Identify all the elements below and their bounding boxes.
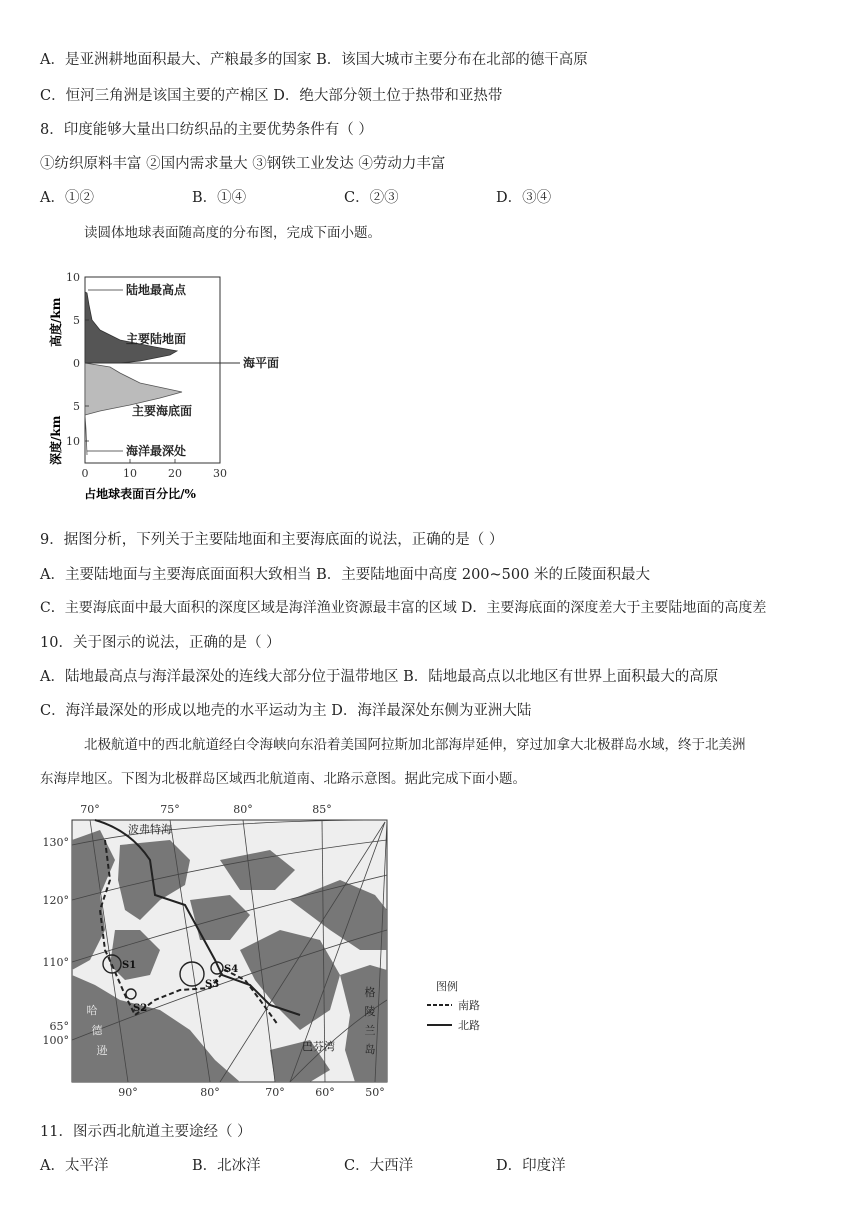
x-tick-0: 0 bbox=[81, 467, 89, 480]
beaufort-sea-label: 波弗特海 bbox=[128, 823, 172, 836]
x-tick-20: 20 bbox=[168, 467, 182, 480]
y-tick-5-top: 5 bbox=[73, 314, 80, 327]
height-distribution-chart bbox=[40, 265, 300, 515]
svg-text:陵: 陵 bbox=[364, 1005, 376, 1018]
label-main-seafloor: 主要海底面 bbox=[132, 404, 193, 418]
x-axis-label: 占地球表面百分比/% bbox=[84, 487, 196, 501]
northwest-passage-map bbox=[40, 800, 510, 1110]
q8-options bbox=[40, 186, 648, 207]
q10-option-line-2: C．海洋最深处的形成以地壳的水平运动为主 D．海洋最深处东侧为亚洲大陆 bbox=[40, 703, 532, 719]
lat-65: 65° bbox=[49, 1020, 69, 1033]
y-axis-label-top: 高度/km bbox=[49, 297, 63, 347]
label-sea-level: 海平面 bbox=[243, 356, 280, 370]
x-tick-10: 10 bbox=[123, 467, 137, 480]
q7-option-line-1: A．是亚洲耕地面积最大、产粮最多的国家 B．该国大城市主要分布在北部的德干高原 bbox=[40, 52, 588, 68]
q11-options bbox=[40, 1154, 648, 1175]
q11-stem: 11．图示西北航道主要途经（ ） bbox=[40, 1124, 252, 1140]
q11-option-b[interactable]: B．北冰洋 bbox=[192, 1158, 261, 1174]
legend-south: 南路 bbox=[458, 999, 480, 1012]
q9-option-line-2: C．主要海底面中最大面积的深度区域是海洋渔业资源最丰富的区域 D．主要海底面的深度差大于主要陆地面的高度差 bbox=[40, 600, 767, 616]
q8-option-a[interactable]: A．①② bbox=[40, 190, 94, 206]
lon-top-85: 85° bbox=[312, 803, 332, 816]
y-tick-0: 0 bbox=[73, 357, 80, 370]
y-tick-10-bottom: 10 bbox=[66, 435, 80, 448]
q8-option-d[interactable]: D．③④ bbox=[496, 190, 552, 206]
y-tick-10-top: 10 bbox=[66, 271, 80, 284]
label-peak: 陆地最高点 bbox=[126, 283, 187, 297]
q11-option-d[interactable]: D．印度洋 bbox=[496, 1158, 566, 1174]
q10-stem: 10．关于图示的说法，正确的是（ ） bbox=[40, 635, 281, 651]
svg-text:逊: 逊 bbox=[96, 1044, 108, 1057]
map-legend bbox=[427, 979, 480, 1032]
lon-left-100: 100° bbox=[42, 1034, 69, 1047]
lon-bottom-70: 70° bbox=[265, 1086, 285, 1099]
svg-text:岛: 岛 bbox=[364, 1043, 376, 1056]
site-label-s1: S1 bbox=[122, 960, 137, 971]
lon-top-75: 75° bbox=[160, 803, 180, 816]
intro-chart: 读圆体地球表面随高度的分布图，完成下面小题。 bbox=[84, 225, 381, 241]
q8-option-b[interactable]: B．①④ bbox=[192, 190, 247, 206]
y-tick-5-bottom: 5 bbox=[73, 400, 80, 413]
site-label-s3: S3 bbox=[205, 979, 220, 990]
baffin-bay-label: 巴芬湾 bbox=[302, 1040, 335, 1053]
lon-bottom-90: 90° bbox=[118, 1086, 138, 1099]
q9-stem: 9．据图分析，下列关于主要陆地面和主要海底面的说法，正确的是（ ） bbox=[40, 532, 504, 548]
q8-stem: 8．印度能够大量出口纺织品的主要优势条件有（ ） bbox=[40, 122, 373, 138]
q7-option-line-2: C．恒河三角洲是该国主要的产棉区 D．绝大部分领土位于热带和亚热带 bbox=[40, 88, 503, 104]
y-axis-label-bottom: 深度/km bbox=[49, 415, 63, 465]
svg-text:格: 格 bbox=[364, 986, 376, 999]
lon-bottom-50: 50° bbox=[365, 1086, 385, 1099]
q9-option-line-1: A．主要陆地面与主要海底面面积大致相当 B．主要陆地面中高度 200~500 米的丘陵面积最大 bbox=[40, 567, 650, 583]
q11-option-a[interactable]: A．太平洋 bbox=[40, 1158, 109, 1174]
lon-left-130: 130° bbox=[42, 836, 69, 849]
svg-text:兰: 兰 bbox=[364, 1024, 376, 1037]
intro-map-line-1: 北极航道中的西北航道经白令海峡向东沿着美国阿拉斯加北部海岸延伸，穿过加拿大北极群岛水域，终于北美洲 bbox=[84, 737, 746, 753]
q8-option-c[interactable]: C．②③ bbox=[344, 190, 399, 206]
lon-top-80: 80° bbox=[233, 803, 253, 816]
lon-left-120: 120° bbox=[42, 894, 69, 907]
lon-bottom-60: 60° bbox=[315, 1086, 335, 1099]
legend-title: 图例 bbox=[436, 980, 458, 993]
land-area bbox=[85, 292, 177, 363]
lon-bottom-80: 80° bbox=[200, 1086, 220, 1099]
lon-left-110: 110° bbox=[42, 956, 69, 969]
site-label-s4: S4 bbox=[224, 964, 239, 975]
q8-conditions: ①纺织原料丰富 ②国内需求量大 ③钢铁工业发达 ④劳动力丰富 bbox=[40, 156, 446, 172]
svg-text:哈: 哈 bbox=[86, 1004, 98, 1017]
lon-top-70: 70° bbox=[80, 803, 100, 816]
x-tick-30: 30 bbox=[213, 467, 227, 480]
label-main-land: 主要陆地面 bbox=[126, 332, 187, 346]
intro-map-line-2: 东海岸地区。下图为北极群岛区域西北航道南、北路示意图。据此完成下面小题。 bbox=[40, 771, 526, 787]
q10-option-line-1: A．陆地最高点与海洋最深处的连线大部分位于温带地区 B．陆地最高点以北地区有世界上面积最大的高原 bbox=[40, 669, 719, 685]
legend-north: 北路 bbox=[458, 1019, 480, 1032]
site-label-s2: S2 bbox=[133, 1003, 148, 1014]
q11-option-c[interactable]: C．大西洋 bbox=[344, 1158, 414, 1174]
svg-text:德: 德 bbox=[91, 1024, 103, 1037]
label-deepest: 海洋最深处 bbox=[126, 444, 187, 458]
